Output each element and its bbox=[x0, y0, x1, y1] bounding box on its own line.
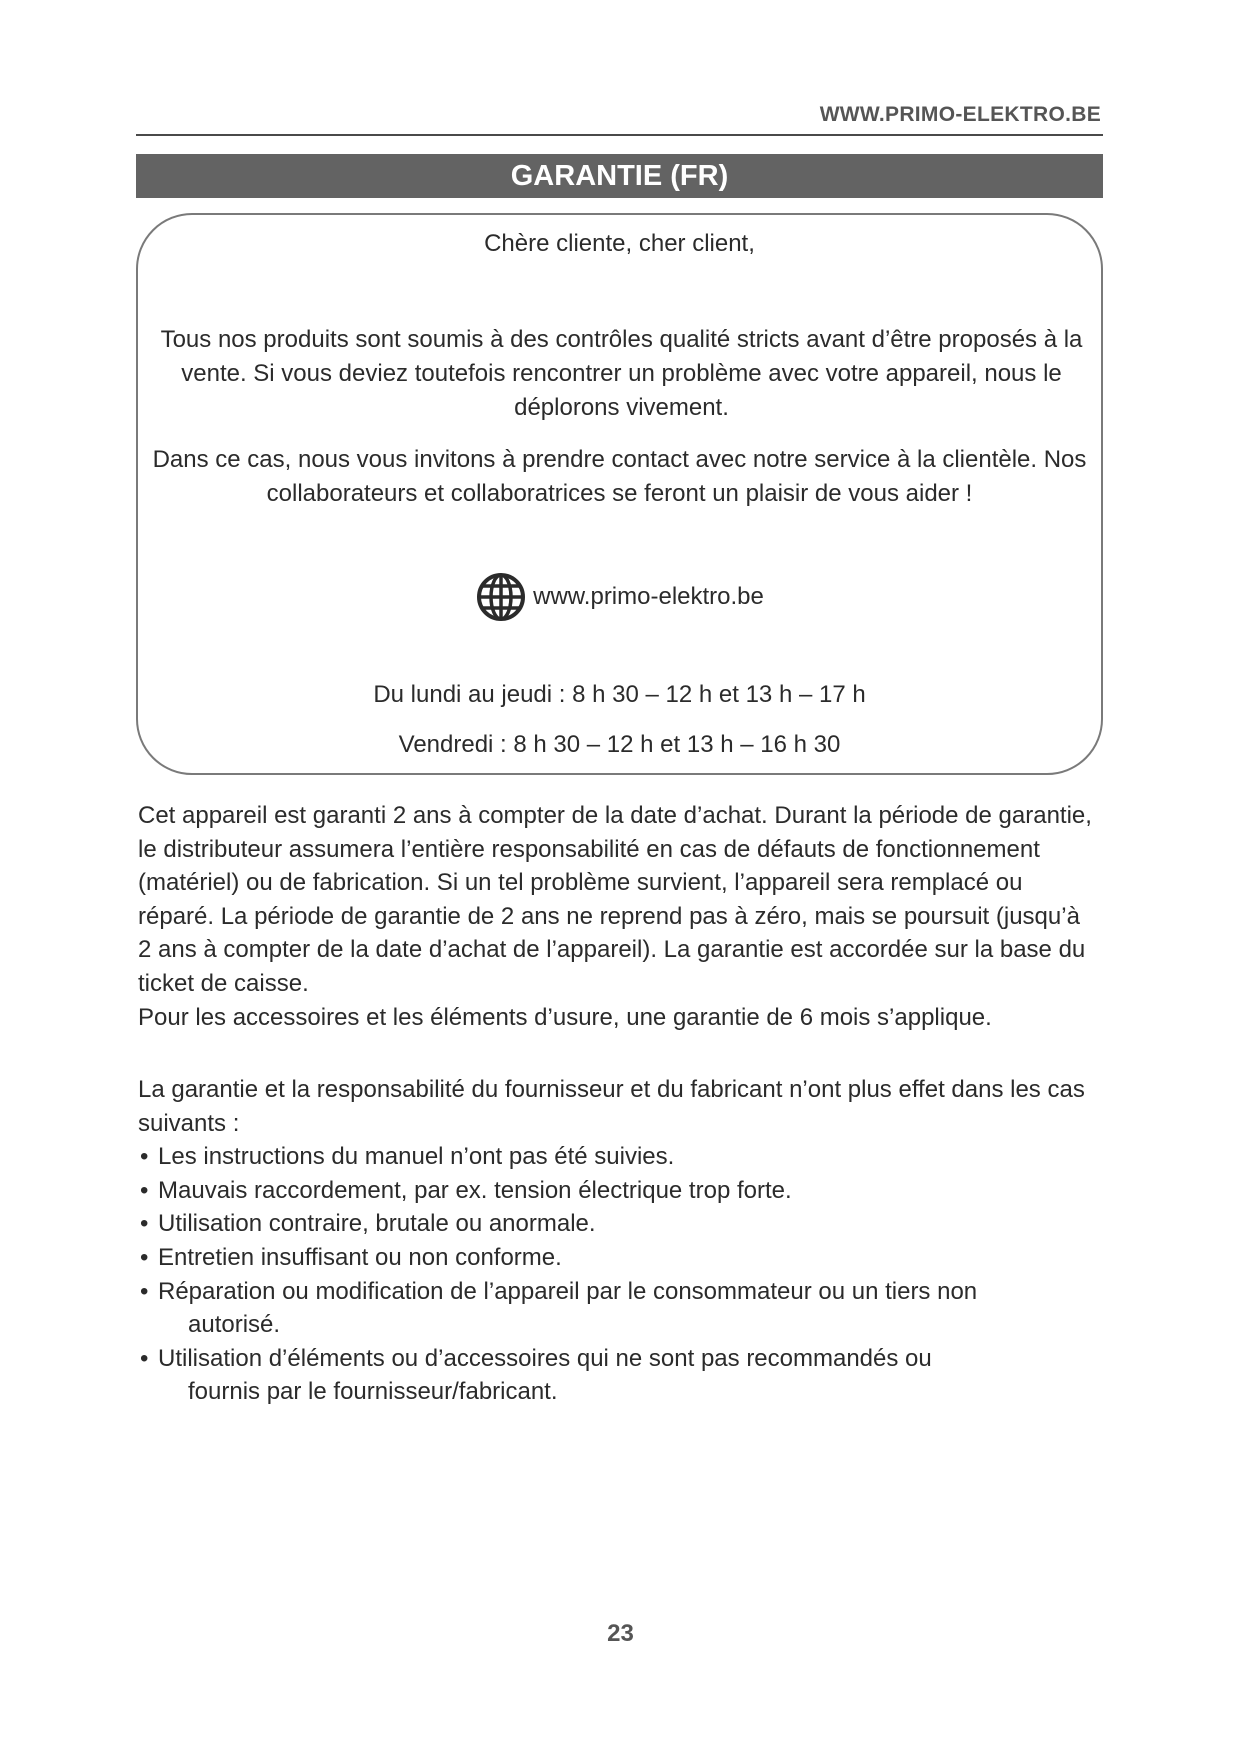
salutation: Chère cliente, cher client, bbox=[484, 230, 755, 257]
exclusions-section bbox=[138, 1073, 1098, 1409]
accessories-warranty: Pour les accessoires et les éléments d’usure, une garantie de 6 mois s’applique. bbox=[138, 1003, 992, 1031]
list-item: • Mauvais raccordement, par ex. tension électrique trop forte. bbox=[138, 1174, 1098, 1208]
intro-text: Tous nos produits sont soumis à des contrôles qualité stricts avant d’être proposés à la vente. Si vous deviez toutefois rencontrer un problème avec votre appareil, nous le déplorons vivement. bbox=[160, 326, 1083, 421]
list-item: • Utilisation contraire, brutale ou anormale. bbox=[138, 1207, 1098, 1241]
website-link[interactable]: www.primo-elektro.be bbox=[533, 583, 764, 610]
globe-icon bbox=[475, 571, 527, 623]
website-row bbox=[138, 571, 1101, 623]
page-number: 23 bbox=[607, 1620, 634, 1647]
site-url: WWW.PRIMO-ELEKTRO.BE bbox=[819, 103, 1101, 126]
invite-text: Dans ce cas, nous vous invitons à prendre contact avec notre service à la clientèle. Nos collaborateurs et collaboratrices se feront un plaisir de vous aider ! bbox=[152, 446, 1087, 507]
section-title: GARANTIE (FR) bbox=[136, 154, 1103, 198]
warranty-paragraph: Cet appareil est garanti 2 ans à compter de la date d’achat. Durant la période de garantie, le distributeur assumera l’entière responsabilité en cas de défauts de fonctionnement (matériel) ou de fabrication. Si un tel problème survient, l’appareil sera remplacé ou réparé. La période de garantie de 2 ans ne reprend pas à zéro, mais se poursuit (jusqu’à 2 ans à compter de la date d’achat de l’appareil). La garantie est accordée sur la base du ticket de caisse. bbox=[138, 802, 1092, 997]
list-item: • Utilisation d’éléments ou d’accessoires qui ne sont pas recommandés ou fournis par le fournisseur/fabricant. bbox=[138, 1342, 1098, 1409]
header-divider bbox=[136, 134, 1103, 136]
warranty-section bbox=[138, 799, 1098, 1034]
exclusions-intro: La garantie et la responsabilité du fournisseur et du fabricant n’ont plus effet dans les cas suivants : bbox=[138, 1076, 1085, 1137]
list-item: • Les instructions du manuel n’ont pas été suivies. bbox=[138, 1140, 1098, 1174]
exclusions-list bbox=[138, 1140, 1098, 1409]
hours-fri: Vendredi : 8 h 30 – 12 h et 13 h – 16 h 30 bbox=[398, 731, 841, 758]
list-item: • Entretien insuffisant ou non conforme. bbox=[138, 1241, 1098, 1275]
list-item: • Réparation ou modification de l’appareil par le consommateur ou un tiers non autorisé. bbox=[138, 1275, 1098, 1342]
contact-box bbox=[136, 213, 1103, 775]
hours-mon-thu: Du lundi au jeudi : 8 h 30 – 12 h et 13 h – 17 h bbox=[373, 681, 866, 708]
